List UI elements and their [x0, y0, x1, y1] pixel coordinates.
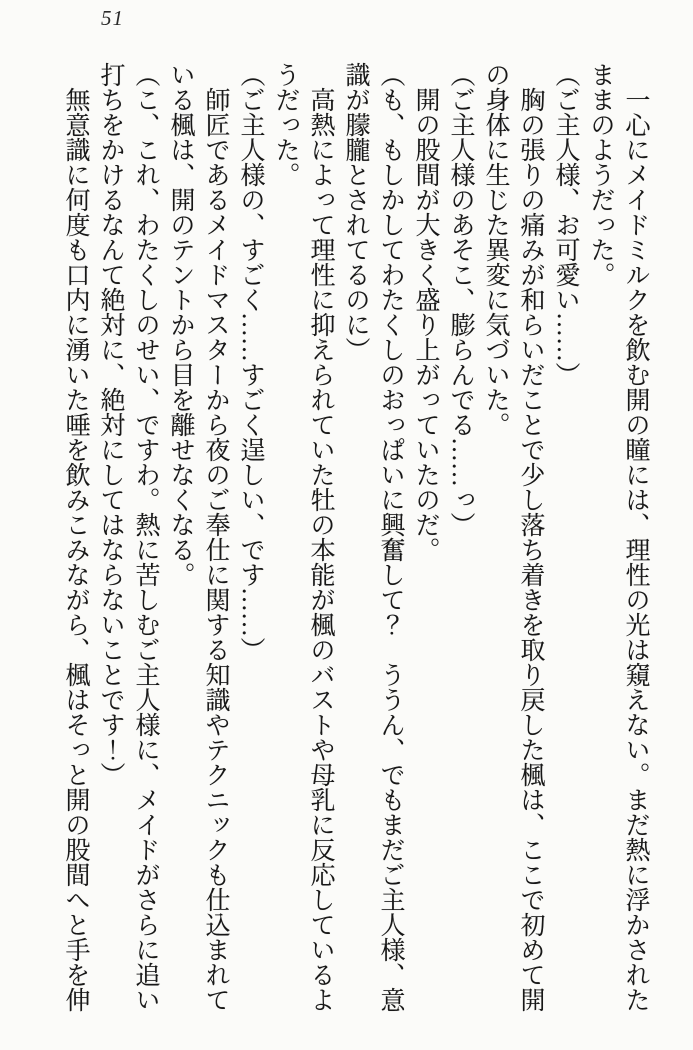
text-line: 胸の張りの痛みが和らいだことで少し落ち着きを取り戻した楓は、ここで初めて開: [517, 62, 544, 1012]
text-line: （ご主人様の、すごく……すごく逞しい、です……）: [237, 62, 264, 662]
text-line: 打ちをかけるなんて絶対に、絶対にしてはならないことです！）: [97, 62, 124, 787]
text-line: 高熱によって理性に抑えられていた牡の本能が楓のバストや母乳に反応しているよ: [307, 62, 334, 1012]
text-line: （ご主人様のあそこ、膨らんでる……っ）: [447, 62, 474, 537]
text-line: 識が朦朧とされてるのに）: [342, 62, 369, 362]
text-line: （も、もしかしてわたくしのおっぱいに興奮して？ ううん、でもまだご主人様、意: [377, 62, 404, 1012]
text-line: 無意識に何度も口内に湧いた唾を飲みこみながら、楓はそっと開の股間へと手を伸: [62, 62, 89, 1012]
text-line: うだった。: [272, 62, 299, 187]
text-line: （ご主人様、お可愛い……）: [552, 62, 579, 387]
text-line: 開の股間が大きく盛り上がっていたのだ。: [412, 62, 439, 562]
text-line: ままのようだった。: [587, 62, 614, 287]
text-line: 師匠であるメイドマスターから夜のご奉仕に関する知識やテクニックも仕込まれて: [202, 62, 229, 1012]
text-line: いる楓は、開のテントから目を離せなくなる。: [167, 62, 194, 587]
page-number: 51: [101, 6, 124, 30]
text-line: （こ、これ、わたくしのせい、ですわ。熱に苦しむご主人様に、メイドがさらに追い: [132, 62, 159, 1012]
text-line: 一心にメイドミルクを飲む開の瞳には、理性の光は窺えない。まだ熱に浮かされた: [622, 62, 649, 1012]
page-text: [58, 62, 653, 1014]
text-line: の身体に生じた異変に気づいた。: [482, 62, 509, 437]
